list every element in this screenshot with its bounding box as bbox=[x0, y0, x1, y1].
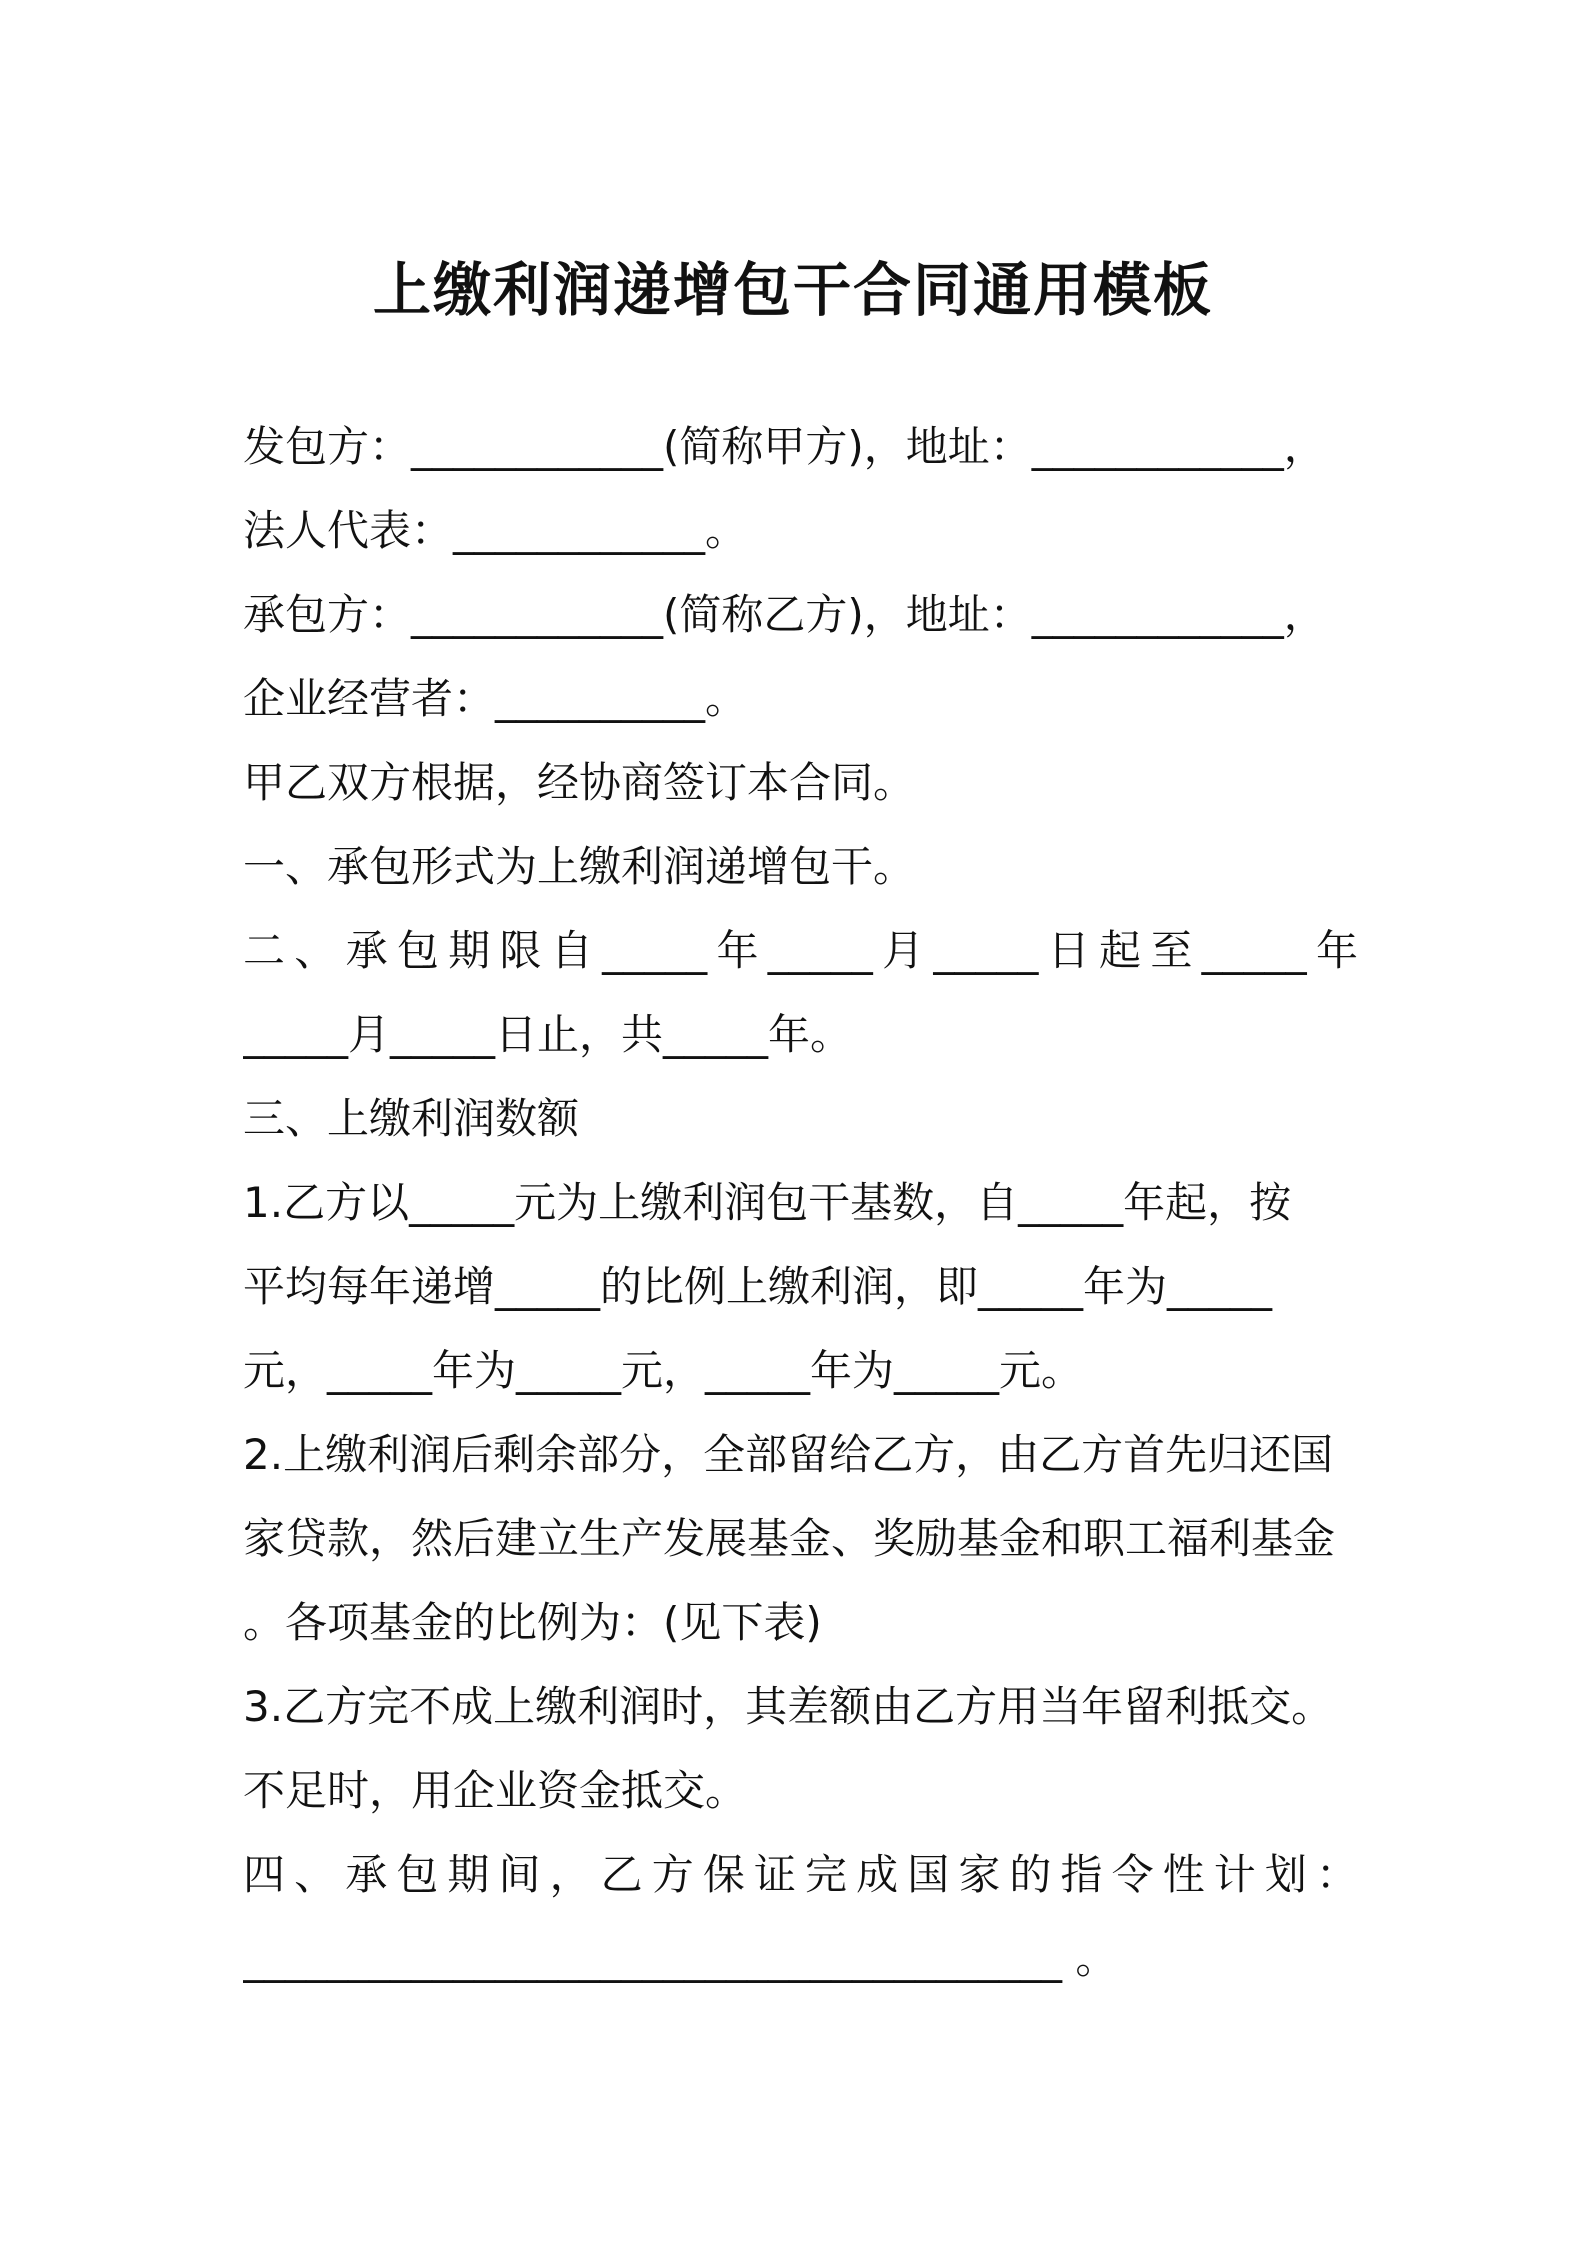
agreement-basis-line: 甲乙双方根据，经协商签订本合同。 bbox=[243, 758, 916, 807]
contractor-line: 发包方：____________(简称甲方)，地址：____________， bbox=[243, 422, 1326, 471]
document-body bbox=[243, 405, 1358, 2001]
clause-3-1-line-1: 1.乙方以_____元为上缴利润包干基数，自_____年起，按 bbox=[243, 1178, 1292, 1227]
clause-3-3-line-1: 3.乙方完不成上缴利润时，其差额由乙方用当年留利抵交。 bbox=[243, 1682, 1334, 1731]
clause-3-1-line-2: 平均每年递增_____的比例上缴利润，即_____年为_____ bbox=[243, 1262, 1273, 1311]
contractee-line: 承包方：____________(简称乙方)，地址：____________， bbox=[243, 590, 1326, 639]
section-3-heading: 三、上缴利润数额 bbox=[243, 1094, 580, 1143]
section-4-line-2: _______________________________________ 。 bbox=[243, 1934, 1118, 1983]
section-2-line-1: 二、承包期限自_____年_____月_____日起至_____年 bbox=[243, 926, 1358, 975]
document-title: 上缴利润递增包干合同通用模板 bbox=[372, 256, 1213, 324]
clause-3-2-line-3: 。各项基金的比例为：(见下表) bbox=[243, 1598, 822, 1647]
section-1-line: 一、承包形式为上缴利润递增包干。 bbox=[243, 842, 916, 891]
clause-3-2-line-2: 家贷款，然后建立生产发展基金、奖励基金和职工福利基金 bbox=[243, 1514, 1336, 1563]
clause-3-1-line-3: 元，_____年为_____元，_____年为_____元。 bbox=[243, 1346, 1084, 1395]
clause-3-2-line-1: 2.上缴利润后剩余部分，全部留给乙方，由乙方首先归还国 bbox=[243, 1430, 1334, 1479]
legal-representative-line: 法人代表：____________。 bbox=[243, 506, 748, 555]
clause-3-3-line-2: 不足时，用企业资金抵交。 bbox=[243, 1766, 748, 1815]
section-2-line-2: _____月_____日止，共_____年。 bbox=[243, 1010, 853, 1059]
section-4-line-1: 四、承包期间，乙方保证完成国家的指令性计划： bbox=[243, 1850, 1358, 1899]
enterprise-operator-line: 企业经营者：__________。 bbox=[243, 674, 748, 723]
